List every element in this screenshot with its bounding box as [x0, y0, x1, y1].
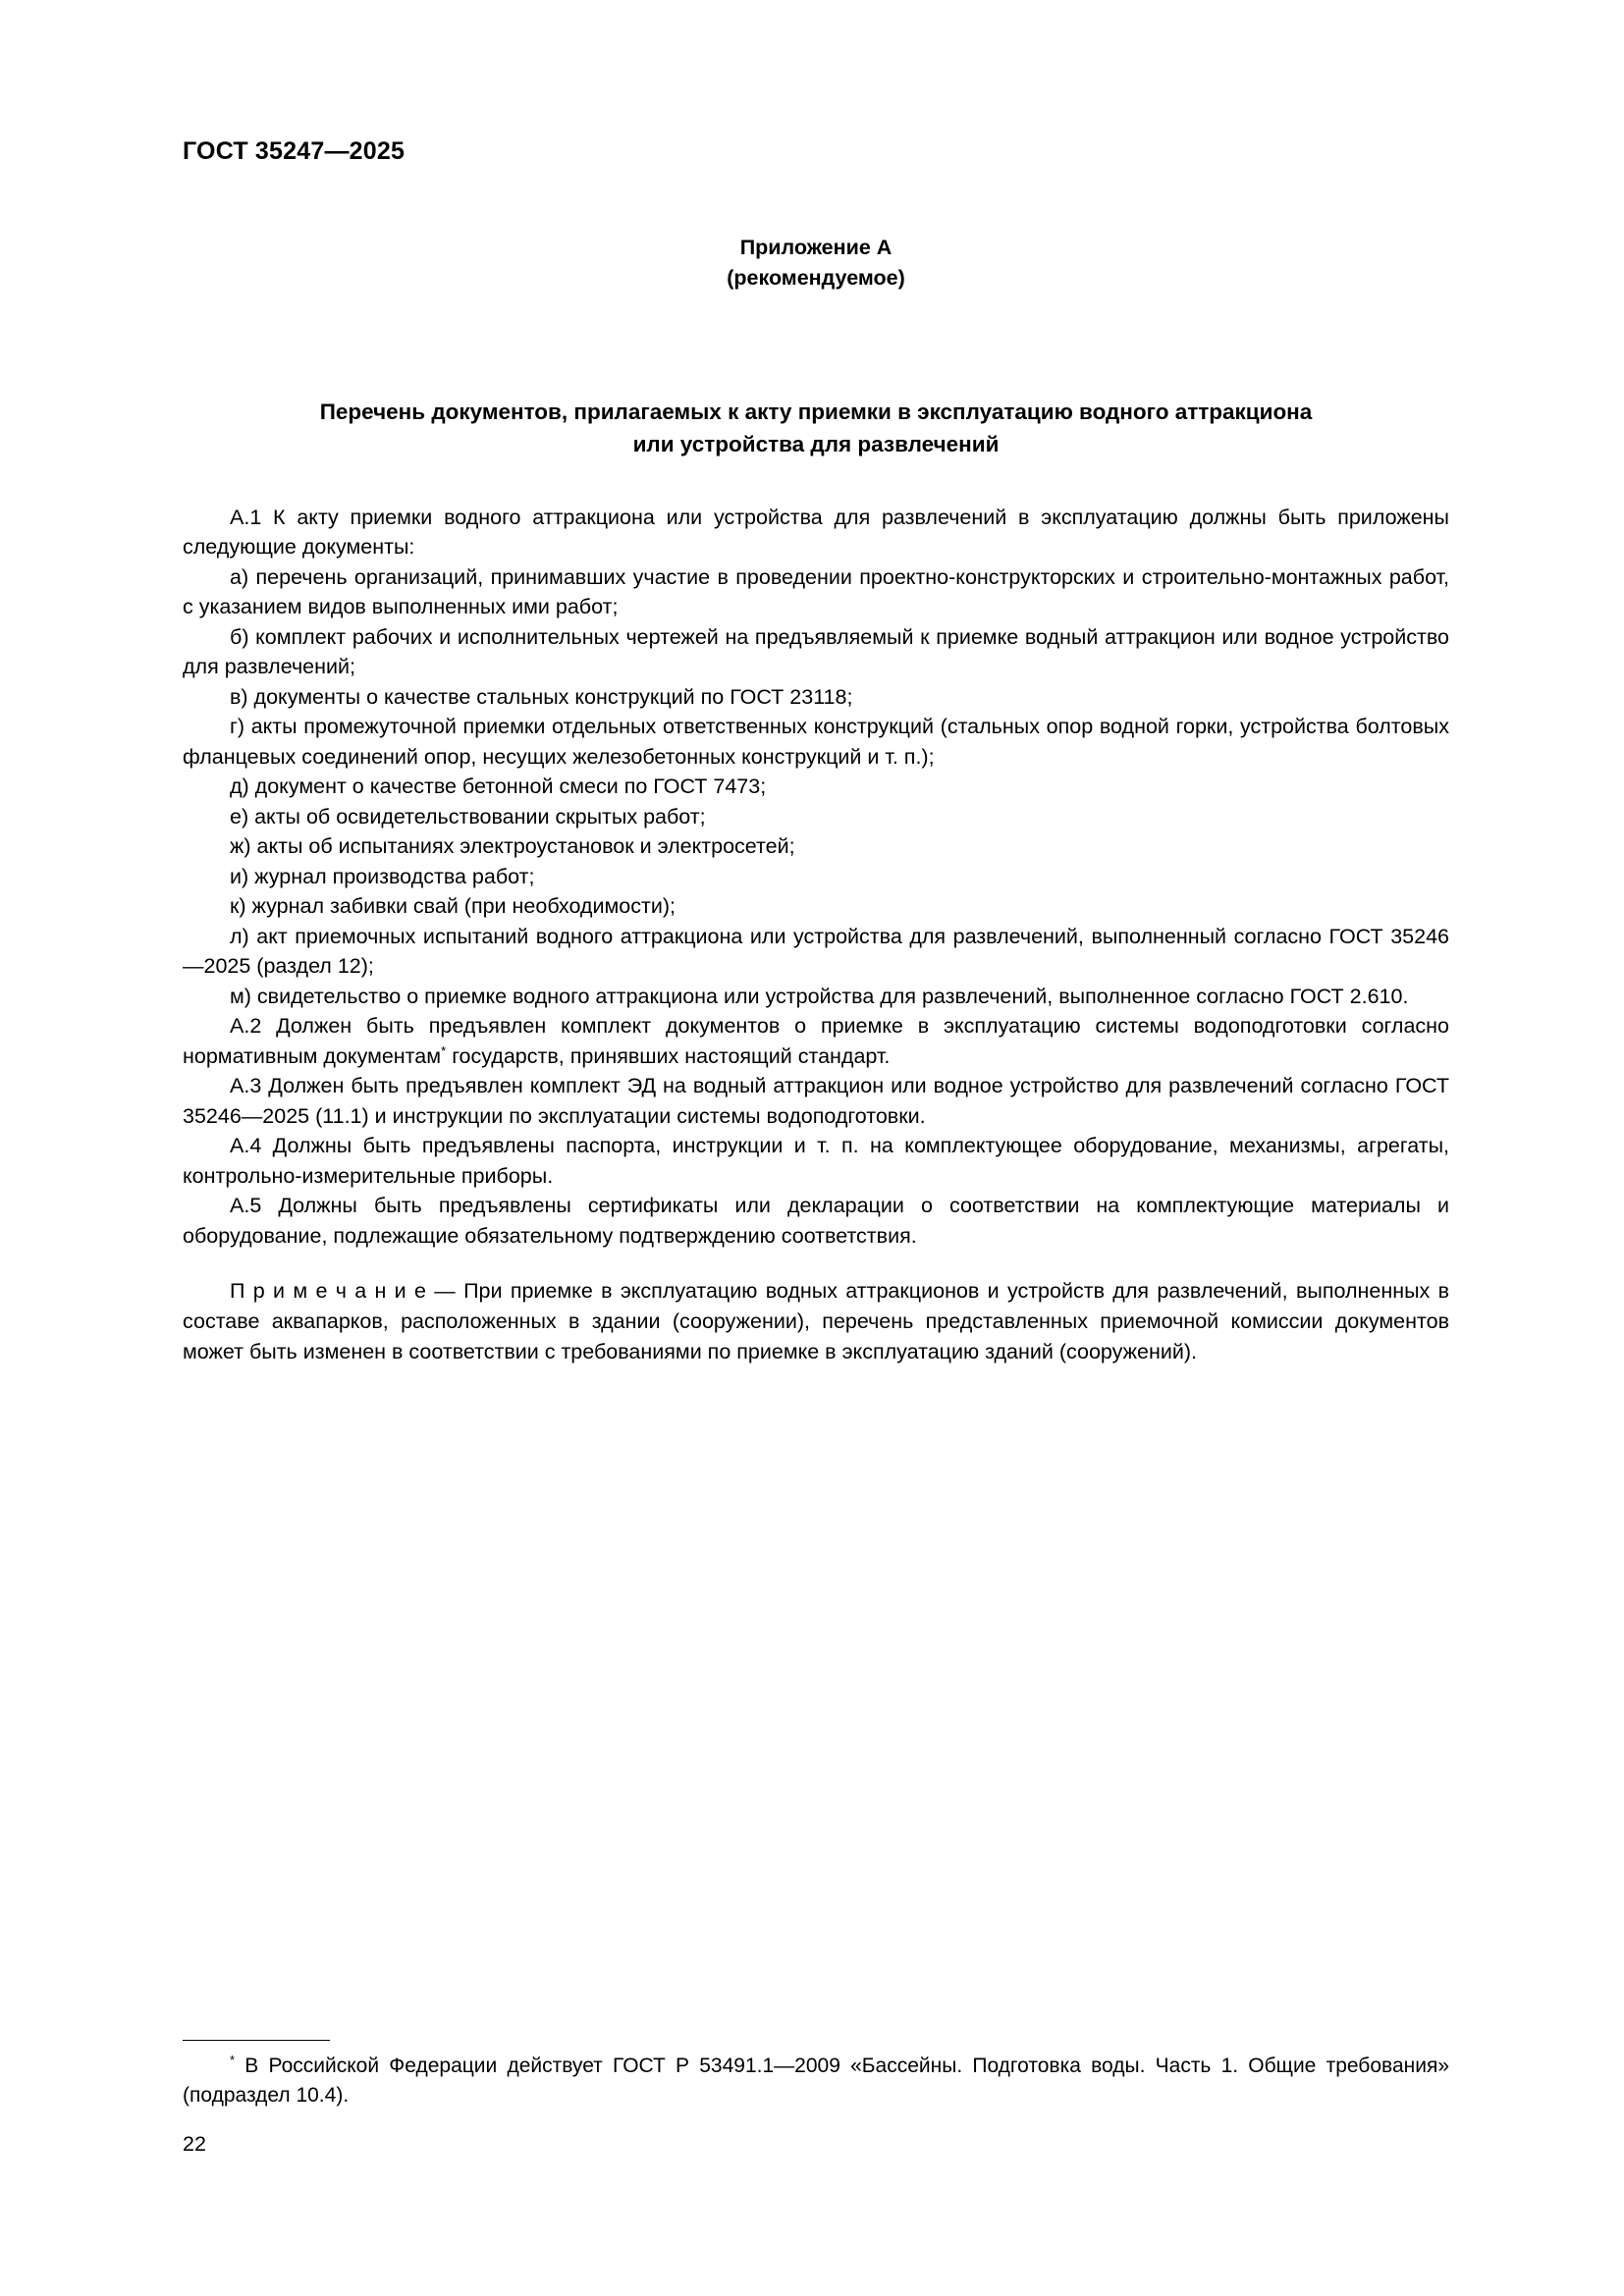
paragraph-a3: А.3 Должен быть предъявлен комплект ЭД на водный аттракцион или водное устройство для развлечений согласно ГОСТ 35246—2025 (11.1) и инструкции по эксплуатации системы водоподготовки. — [183, 1074, 1449, 1128]
list-item-v: в) документы о качестве стальных конструкций по ГОСТ 23118; — [230, 684, 853, 709]
page-number: 22 — [183, 2132, 206, 2156]
list-item-a: а) перечень организаций, принимавших участие в проведении проектно-конструкторских и строительно-монтажных работ, с указанием видов выполненных ими работ; — [183, 564, 1449, 619]
note-label: П р и м е ч а н и е — [230, 1279, 426, 1304]
footnote-divider — [183, 2040, 330, 2041]
page-content — [183, 137, 1449, 1366]
page-title — [183, 397, 1449, 460]
page-title-line-2: или устройства для развлечений — [632, 431, 1000, 456]
footnote-marker: * — [441, 1042, 447, 1058]
list-item-l: л) акт приемочных испытаний водного аттракциона или устройства для развлечений, выполненный согласно ГОСТ 35246—2025 (раздел 12); — [183, 924, 1449, 979]
list-item-g: г) акты промежуточной приемки отдельных ответственных конструкций (стальных опор водной горки, устройства болтовых фланцевых соединений опор, несущих железобетонных конструкций и т. п.); — [183, 715, 1449, 769]
body-text — [183, 503, 1449, 1252]
paragraph-a2-text-tail: государств, принявших настоящий стандарт. — [446, 1043, 891, 1068]
list-item-m: м) свидетельство о приемке водного аттракциона или устройства для развлечений, выполненное согласно ГОСТ 2.610. — [230, 984, 1409, 1008]
note-text: — При приемке в эксплуатацию водных аттракционов и устройств для развлечений, выполненных в составе аквапарков, расположенных в здании (сооружении), перечень представленных приемочной комиссии документов может быть изменен в соответствии с требованиями по приемке в эксплуатацию зданий (сооружений). — [183, 1279, 1449, 1363]
list-item-d: д) документ о качестве бетонной смеси по ГОСТ 7473; — [230, 774, 767, 799]
annex-sublabel: (рекомендуемое) — [727, 266, 905, 291]
footnote-text: В Российской Федерации действует ГОСТ Р 53491.1—2009 «Бассейны. Подготовка воды. Часть 1. Общие требования» (подраздел 10.4). — [183, 2055, 1449, 2107]
list-item-zh: ж) акты об испытаниях электроустановок и электросетей; — [230, 834, 795, 859]
list-item-i: и) журнал производства работ; — [230, 864, 535, 888]
paragraph-a2-text: А.2 Должен быть предъявлен комплект документов о приемке в эксплуатацию системы водоподготовки согласно нормативным документам — [183, 1014, 1449, 1068]
list-item-b: б) комплект рабочих и исполнительных чертежей на предъявляемый к приемке водный аттракцион или водное устройство для развлечений; — [183, 624, 1449, 679]
document-standard-header: ГОСТ 35247—2025 — [183, 137, 406, 165]
page-title-line-1: Перечень документов, прилагаемых к акту приемки в эксплуатацию водного аттракциона — [319, 400, 1313, 425]
list-item-k: к) журнал забивки свай (при необходимости); — [230, 894, 676, 919]
paragraph-a5: А.5 Должны быть предъявлены сертификаты или декларации о соответствии на комплектующие материалы и оборудование, подлежащие обязательному подтверждению соответствия. — [183, 1194, 1449, 1248]
footnote — [183, 2052, 1449, 2110]
note-block — [183, 1276, 1449, 1366]
paragraph-a2 — [183, 1011, 1449, 1071]
footnote-ref-marker: * — [230, 2053, 236, 2067]
paragraph-a1: А.1 К акту приемки водного аттракциона или устройства для развлечений в эксплуатацию должны быть приложены следующие документы: — [183, 505, 1449, 560]
annex-heading — [183, 233, 1449, 294]
annex-label: Приложение А — [739, 236, 893, 259]
list-item-e: е) акты об освидетельствовании скрытых работ; — [230, 804, 706, 828]
paragraph-a4: А.4 Должны быть предъявлены паспорта, инструкции и т. п. на комплектующее оборудование, механизмы, агрегаты, контрольно-измерительные приборы. — [183, 1134, 1449, 1188]
